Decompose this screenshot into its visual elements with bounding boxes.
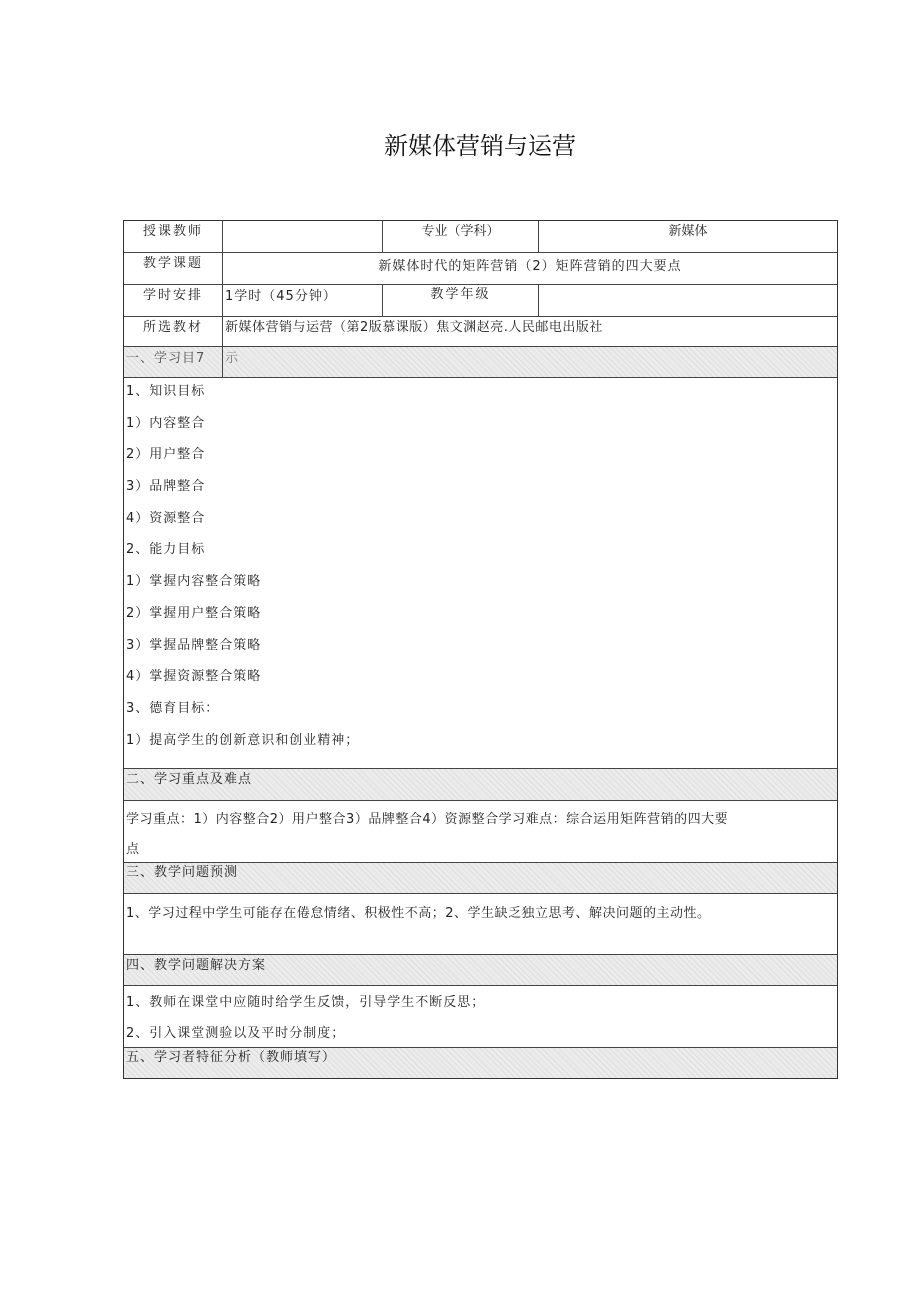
hours-value: 1学时（45分钟）	[222, 285, 382, 316]
section-4-body	[124, 986, 837, 1048]
section-2-body	[124, 801, 837, 863]
section-5-heading-row	[124, 1048, 837, 1078]
topic-value: 新媒体时代的矩阵营销（2）矩阵营销的四大要点	[222, 253, 837, 284]
s1-line-10: 3、德育目标：	[126, 701, 220, 716]
major-value: 新媒体	[538, 221, 837, 252]
section-5-heading: 五、学习者特征分析（教师填写）	[126, 1050, 337, 1065]
section-1-heading-row	[124, 347, 837, 378]
s1-line-0: 1、知识目标	[126, 384, 206, 399]
s2-line-2: 点	[126, 842, 141, 857]
section-1-heading-tail: 示	[222, 347, 837, 377]
s1-line-7: 2）掌握用户整合策略	[126, 606, 262, 621]
s1-line-3: 3）品牌整合	[126, 479, 206, 494]
s1-line-6: 1）掌握内容整合策略	[126, 574, 262, 589]
textbook-value: 新媒体营销与运营（第2版慕课版）焦文渊赵亮.人民邮电出版社	[222, 317, 837, 346]
section-2-heading: 二、学习重点及难点	[126, 772, 253, 787]
s1-line-2: 2）用户整合	[126, 447, 206, 462]
s1-line-8: 3）掌握品牌整合策略	[126, 638, 262, 653]
document-title: 新媒体营销与运营	[384, 132, 576, 160]
s1-line-11: 1）提高学生的创新意识和创业精神；	[126, 733, 360, 748]
section-3-body	[124, 894, 837, 955]
section-1-body	[124, 378, 837, 769]
row-topic	[124, 253, 837, 285]
s1-line-5: 2、能力目标	[126, 542, 206, 557]
textbook-label: 所选教材	[142, 320, 203, 335]
s2-line-1: 学习重点：1）内容整合2）用户整合3）品牌整合4）资源整合学习难点：综合运用矩阵营销的四大要	[126, 812, 729, 827]
grade-value[interactable]	[538, 285, 837, 316]
teacher-value[interactable]	[222, 221, 382, 252]
section-3-heading: 三、教学问题预测	[126, 865, 239, 880]
topic-label: 教学课题	[142, 256, 203, 271]
row-textbook	[124, 317, 837, 347]
s1-line-9: 4）掌握资源整合策略	[126, 669, 262, 684]
section-3-heading-row	[124, 863, 837, 894]
grade-label: 教学年级	[382, 285, 538, 316]
section-4-heading-row	[124, 955, 837, 986]
hours-label: 学时安排	[142, 288, 203, 303]
major-label: 专业（学科）	[382, 221, 538, 252]
s1-line-1: 1）内容整合	[126, 416, 206, 431]
s4-line-1: 1、教师在课堂中应随时给学生反馈，引导学生不断反思；	[126, 995, 486, 1010]
teacher-label: 授课教师	[142, 224, 203, 239]
section-2-heading-row	[124, 769, 837, 801]
section-1-heading: 一、学习目7	[126, 351, 206, 366]
lesson-plan-table	[123, 220, 838, 1079]
row-teacher-major	[124, 221, 837, 253]
section-4-heading: 四、教学问题解决方案	[126, 958, 267, 973]
s4-line-2: 2、引入课堂测验以及平时分制度；	[126, 1026, 346, 1041]
row-hours-grade	[124, 285, 837, 317]
s1-line-4: 4）资源整合	[126, 511, 206, 526]
s3-line-1: 1、学习过程中学生可能存在倦怠情绪、积极性不高；2、学生缺乏独立思考、解决问题的主动性。	[126, 906, 711, 921]
